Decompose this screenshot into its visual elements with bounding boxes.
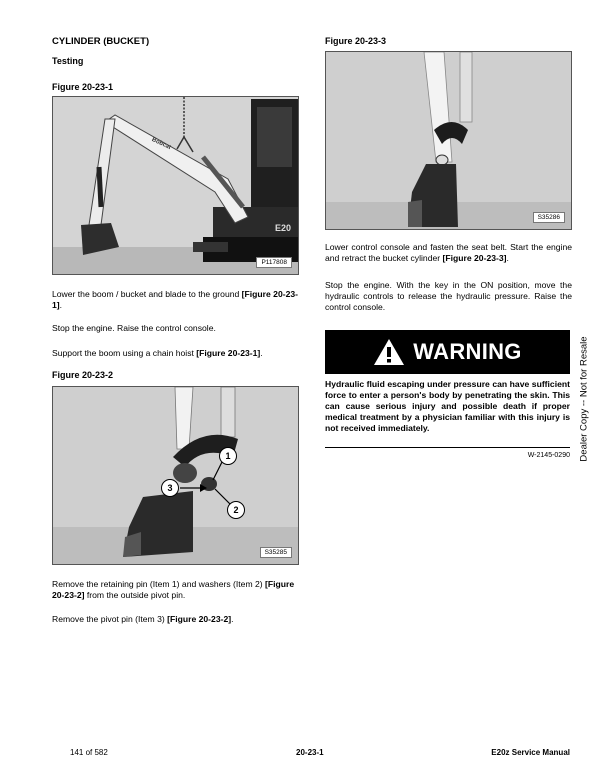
boom-decal: Bobcat [150, 136, 172, 152]
figure-2-image [52, 386, 299, 565]
warning-title: WARNING [413, 339, 522, 364]
figure-3-label: Figure 20-23-3 [325, 36, 387, 46]
text: . [231, 614, 234, 624]
text: . [59, 300, 63, 310]
figure-2-label: Figure 20-23-2 [52, 370, 114, 380]
excavator-illustration [53, 97, 298, 274]
footer-manual-title: E20z Service Manual [491, 748, 570, 757]
section-title: CYLINDER (BUCKET) [52, 36, 150, 47]
figure-1-image [52, 96, 299, 275]
paragraph-release-pressure: Stop the engine. With the key in the ON position, move the hydraulic controls to release the hydraulic pressure. Raise the control console. [325, 280, 572, 312]
footer-section-page: 20-23-1 [296, 748, 324, 757]
paragraph-remove-retaining-pin [52, 579, 299, 601]
figure-3-image [325, 51, 572, 230]
model-decal: E20 [275, 223, 292, 233]
figure-3-id: S35286 [533, 212, 565, 223]
figure-reference: [Figure 20-23-2] [52, 579, 295, 600]
bucket-cylinder-illustration [326, 52, 571, 229]
figure-reference: [Figure 20-23-3] [442, 253, 507, 263]
paragraph-stop-engine: Stop the engine. Raise the control console. [52, 323, 216, 333]
text: from the outside pivot pin. [84, 590, 186, 600]
warning-code: W-2145-0290 [527, 452, 570, 459]
footer-page-count: 141 of 582 [70, 748, 108, 757]
text: Remove the retaining pin (Item 1) and washers (Item 2) [52, 579, 266, 589]
text: . [506, 253, 509, 263]
text: Remove the pivot pin (Item 3) [52, 614, 168, 624]
warning-text: Hydraulic fluid escaping under pressure can have sufficient force to enter a person's body by penetrating the skin. This can cause serious injury and possible death if proper medical treatment by a physician familiar with this injury is not received immediately. [325, 379, 570, 433]
subsection-title: Testing [52, 56, 84, 66]
paragraph-support-boom [52, 348, 299, 359]
figure-reference: [Figure 20-23-2] [167, 614, 232, 624]
divider [325, 447, 570, 448]
callout-1: 1 [219, 447, 237, 465]
paragraph-remove-pivot-pin [52, 614, 299, 625]
figure-1-label: Figure 20-23-1 [52, 82, 114, 92]
bucket-pivot-illustration [53, 387, 298, 564]
figure-1-id: P117808 [256, 257, 292, 268]
warning-triangle-icon [373, 338, 405, 366]
warning-banner [325, 330, 570, 374]
callout-3: 3 [161, 479, 179, 497]
text: Lower the boom / bucket and blade to the ground [52, 289, 242, 299]
paragraph-lower-boom [52, 289, 299, 311]
dealer-copy-watermark: Dealer Copy -- Not for Resale [578, 336, 590, 462]
figure-reference: [Figure 20-23-1] [52, 289, 299, 310]
text: Lower control console and fasten the seat belt. Start the engine and retract the bucket cylinder [325, 242, 572, 263]
paragraph-lower-console [325, 242, 572, 264]
callout-2: 2 [227, 501, 245, 519]
figure-2-id: S35285 [260, 547, 292, 558]
figure-reference: [Figure 20-23-1] [196, 348, 261, 358]
text: Support the boom using a chain hoist [52, 348, 197, 358]
text: . [260, 348, 263, 358]
